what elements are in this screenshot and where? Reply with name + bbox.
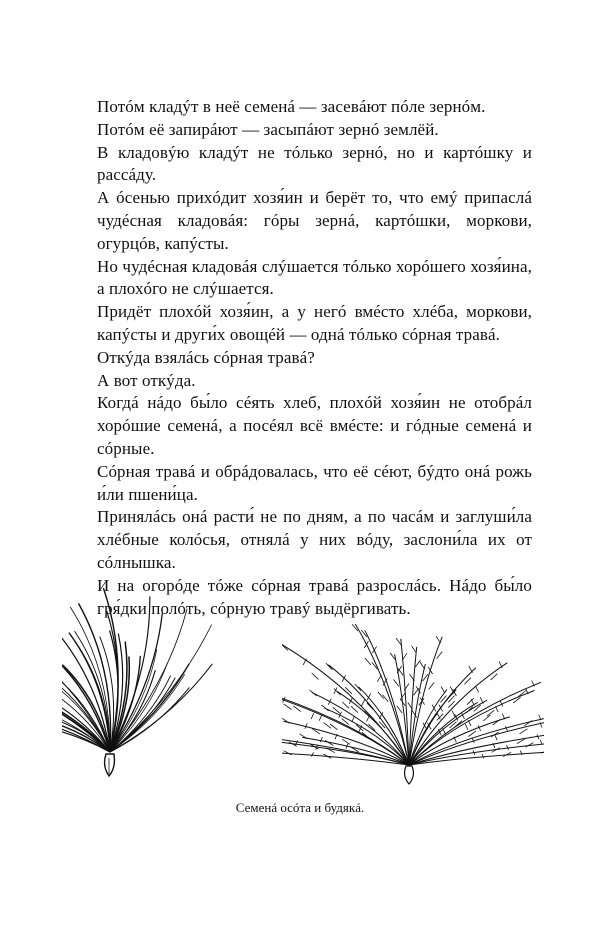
- paragraph-12: И на огорóде тóже сóрная травá разрослáсь. Нáдо бы́ло гря́дки полóть, сóрную травý выдёргивать.: [97, 575, 532, 618]
- paragraph-8: А вот откýда.: [97, 370, 196, 390]
- story-text: [97, 96, 532, 620]
- sedge-seed-illustration: [62, 586, 222, 786]
- paragraph-11: Принялáсь онá расти́ не по дням, а по часáм и заглуши́ла хлéбные колóсья, отнялá у них вóду, заслони́ла их от сóлнышка.: [97, 507, 532, 572]
- thistle-seed-illustration: [282, 590, 544, 790]
- paragraph-6: Придёт плохóй хозя́ин, а у негó вмéсто хлéба, моркови, капýсты и други́х овощéй — однá тóлько сóрная травá.: [97, 302, 532, 344]
- paragraph-4: А óсенью прихóдит хозя́ин и берёт то, что емý припаслá чудéсная кладовáя: гóры зернá, картóшки, моркови, огурцóв, капýсты.: [97, 188, 532, 253]
- paragraph-1: Потóм кладýт в неё семенá — засевáют пóле зернóм.: [97, 97, 486, 116]
- paragraph-5: Но чудéсная кладовáя слýшается тóлько хорóшего хозя́ина, а плохóго не слýшается.: [97, 256, 532, 299]
- paragraph-9: Когдá нáдо бы́ло сéять хлеб, плохóй хозя́ин не отобрáл хорóшие семенá, а посéял всё вмéсте: и гóдные семенá и сóрные.: [97, 393, 532, 458]
- paragraph-2: Потóм её запирáют — засыпáют зернó землёй.: [97, 119, 439, 139]
- figure-caption: Семенá осóта и будякá.: [235, 800, 365, 815]
- paragraph-10: Сóрная травá и обрáдовалась, что её сéют, бýдто онá рожь и́ли пшени́ца.: [97, 461, 532, 504]
- paragraph-7: Откýда взялáсь сóрная травá?: [97, 347, 315, 367]
- paragraph-3: В кладовýю кладýт не тóлько зернó, но и картóшку и рассáду.: [97, 142, 532, 185]
